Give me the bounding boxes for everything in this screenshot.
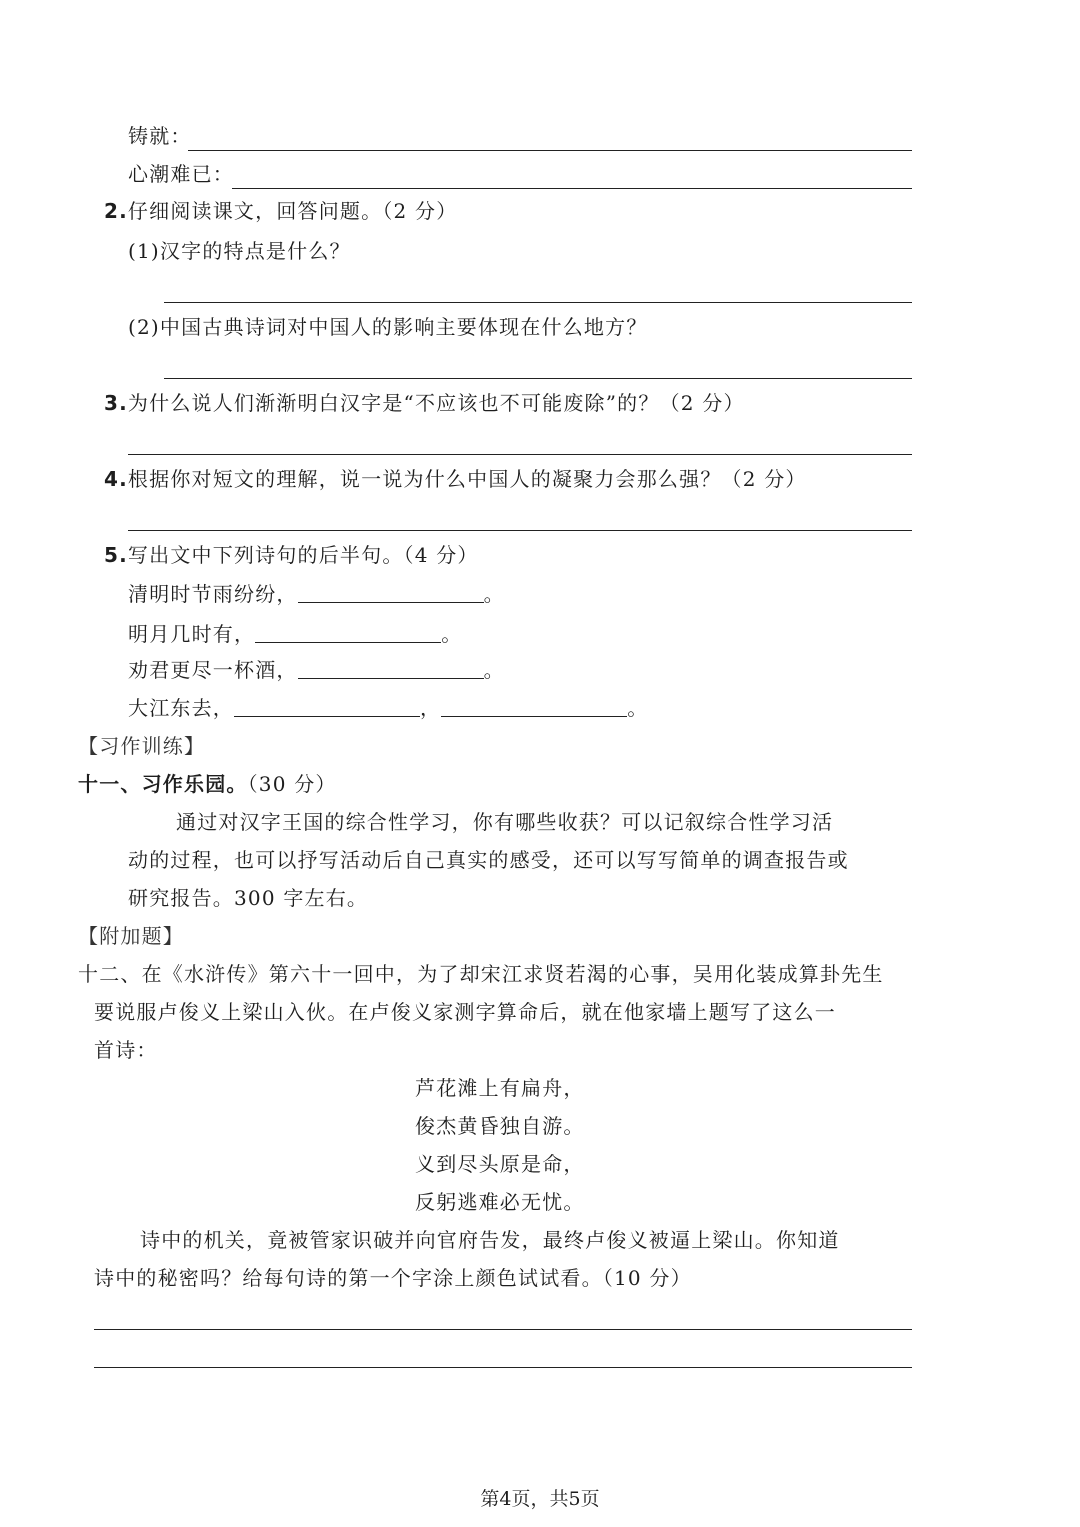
question-2-text: 仔细阅读课文，回答问题。（2 分） xyxy=(127,199,458,223)
answer-line-q2-2[interactable] xyxy=(164,378,912,379)
question-12-line-1: 十二、在《水浒传》第六十一回中，为了却宋江求贤若渴的心事，吴用化装成算卦先生 xyxy=(78,962,884,986)
poem-blank-line-2 xyxy=(128,620,462,648)
question-5-number: 5. xyxy=(104,543,128,567)
poem-line-1: 芦花滩上有扁舟， xyxy=(415,1076,585,1100)
answer-line-q2-1[interactable] xyxy=(164,302,912,303)
poem-period-2: 。 xyxy=(441,622,463,646)
question-12-line-3: 首诗： xyxy=(94,1038,158,1062)
question-11-para-3: 研究报告。300 字左右。 xyxy=(128,886,369,910)
answer-line-zhujiu[interactable] xyxy=(188,150,912,151)
poem-blank-line-3 xyxy=(128,656,505,684)
question-4-number: 4. xyxy=(104,467,128,491)
poem-period-1: 。 xyxy=(483,582,505,606)
fill-blank-4b[interactable] xyxy=(441,696,627,717)
poem-comma-4: ， xyxy=(420,696,442,720)
answer-line-q3[interactable] xyxy=(128,454,912,455)
term-zhujiu: 铸就： xyxy=(128,124,192,148)
answer-line-q4[interactable] xyxy=(128,530,912,531)
poem-line-4: 反躬逃难必无忧。 xyxy=(415,1190,585,1214)
question-11-para-1: 通过对汉字王国的综合性学习，你有哪些收获？可以记叙综合性学习活 xyxy=(176,810,834,834)
answer-line-q12-1[interactable] xyxy=(94,1329,912,1330)
question-2-sub-2: (2)中国古典诗词对中国人的影响主要体现在什么地方？ xyxy=(128,315,648,339)
question-11-label: 十一、习作乐园。 xyxy=(78,772,248,796)
section-extra-heading: 【附加题】 xyxy=(78,924,184,948)
answer-line-xinchao[interactable] xyxy=(232,188,912,189)
question-11-para-2: 动的过程，也可以抒写活动后自己真实的感受，还可以写写简单的调查报告或 xyxy=(128,848,849,872)
question-12-line-2: 要说服卢俊义上梁山入伙。在卢俊义家测字算命后，就在他家墙上题写了这么一 xyxy=(94,1000,836,1024)
fill-blank-4a[interactable] xyxy=(234,696,420,717)
question-5 xyxy=(104,541,479,569)
fill-blank-2[interactable] xyxy=(255,622,441,643)
question-4-text: 根据你对短文的理解，说一说为什么中国人的凝聚力会那么强？（2 分） xyxy=(127,467,807,491)
question-11-title xyxy=(78,770,337,798)
poem-prompt-3: 劝君更尽一杯酒， xyxy=(128,658,298,682)
question-2 xyxy=(104,197,457,225)
poem-blank-line-1 xyxy=(128,580,505,608)
poem-period-4: 。 xyxy=(627,696,649,720)
page-footer: 第4页，共5页 xyxy=(480,1488,600,1510)
question-12-para-2: 诗中的秘密吗？给每句诗的第一个字涂上颜色试试看。（10 分） xyxy=(94,1266,692,1290)
poem-prompt-1: 清明时节雨纷纷， xyxy=(128,582,298,606)
question-3-text: 为什么说人们渐渐明白汉字是“不应该也不可能废除”的？（2 分） xyxy=(127,391,745,415)
question-12-para-1: 诗中的机关，竟被管家识破并向官府告发，最终卢俊义被逼上梁山。你知道 xyxy=(140,1228,840,1252)
poem-prompt-2: 明月几时有， xyxy=(128,622,256,646)
poem-period-3: 。 xyxy=(483,658,505,682)
fill-blank-3[interactable] xyxy=(298,658,484,679)
question-2-number: 2. xyxy=(104,199,128,223)
fill-blank-1[interactable] xyxy=(298,582,484,603)
question-3 xyxy=(104,389,745,417)
poem-line-3: 义到尽头原是命， xyxy=(415,1152,585,1176)
section-writing-heading: 【习作训练】 xyxy=(78,734,206,758)
answer-line-q12-2[interactable] xyxy=(94,1367,912,1368)
question-4 xyxy=(104,465,807,493)
question-2-sub-1: (1)汉字的特点是什么？ xyxy=(128,239,351,263)
term-xinchao: 心潮难已： xyxy=(128,162,234,186)
question-11-score: （30 分） xyxy=(247,772,337,796)
question-5-text: 写出文中下列诗句的后半句。（4 分） xyxy=(127,543,479,567)
poem-line-2: 俊杰黄昏独自游。 xyxy=(415,1114,585,1138)
question-3-number: 3. xyxy=(104,391,128,415)
poem-prompt-4: 大江东去， xyxy=(128,696,234,720)
poem-blank-line-4 xyxy=(128,694,648,722)
